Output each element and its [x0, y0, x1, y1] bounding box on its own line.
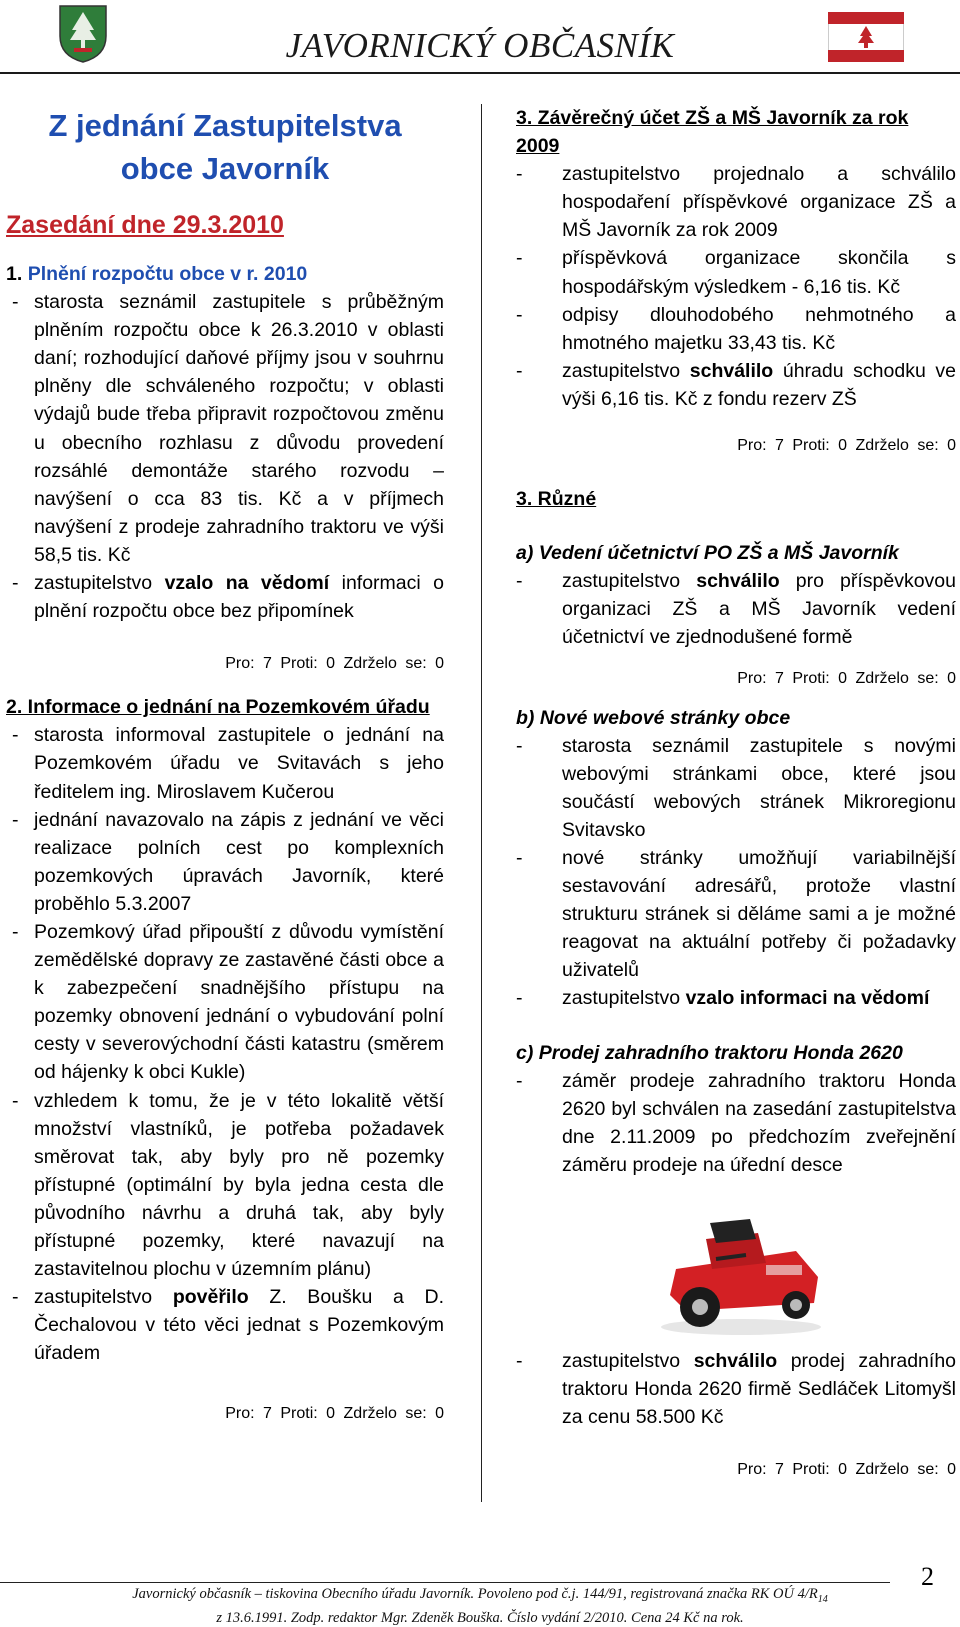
footer-line-2: z 13.6.1991. Zodp. redaktor Mgr. Zdeněk Bouška. Číslo vydání 2/2010. Cena 24 Kč na rok. — [216, 1609, 744, 1626]
meeting-date: Zasedání dne 29.3.2010 — [6, 211, 284, 239]
subsection-c-text-2b: schválilo — [693, 1350, 778, 1372]
subsection-b-text-1: starosta seznámil zastupitele s novými webovými stránkami obce, které jsou součástí webových stránek Mikroregionu Svitavsko — [562, 734, 956, 841]
footer-line-1 — [0, 1585, 960, 1609]
list-item: - starosta informoval zastupitele o jednání na Pozemkovém úřadu ve Svitavách s jeho ředitelem ing. Miroslavem Kučerou — [12, 724, 444, 803]
section-2-text-4: vzhledem k tomu, že je v této lokalitě větší množství vlastníků, je potřeba požadavek směrovat tak, aby byly pro ně pozemky přístupné (optimální by byla jedna cesta dle původního návrhu a druhá tak, aby byly přístupné pozemky, které navazují na zastavitelnou plochu v územním plánu) — [34, 1089, 444, 1281]
section-2-heading: 2. Informace o jednání na Pozemkovém úřadu — [6, 696, 430, 719]
list-item: - zastupitelstvo projednalo a schválilo hospodaření příspěvkové organizace ZŠ a MŠ Javorník za rok 2009 — [516, 163, 956, 242]
column-divider — [481, 104, 482, 1502]
list-item: - zastupitelstvo vzalo informaci na vědomí — [516, 987, 930, 1010]
section-1-number: 1. — [6, 263, 28, 285]
subsection-a-text-1c: pro příspěvkovou organizaci ZŠ a MŠ Javorník vedení účetnictví ve zjednodušené formě — [562, 570, 956, 649]
page-header — [0, 0, 960, 74]
list-item: - příspěvková organizace skončila s hospodářským výsledkem - 6,16 tis. Kč — [516, 247, 956, 298]
subsection-c-vote: Pro: 7 Proti: 0 Zdrželo se: 0 — [737, 1461, 956, 1479]
section-2-text-5b: pověřilo — [172, 1286, 249, 1309]
section-1-vote: Pro: 7 Proti: 0 Zdrželo se: 0 — [225, 655, 444, 673]
footer-rule — [0, 1582, 890, 1583]
section-1-title: Plnění rozpočtu obce v r. 2010 — [27, 263, 308, 285]
section-2-text-3: Pozemkový úřad připouští z důvodu vymístění zemědělské dopravy ze zastavěné části obce a k zabezpečení snadnějšího přístupu na pozemky obnovení jednání o vybudování polní cesty v severovýchodní části katastru (směrem od hájenky k obci Kukle) — [34, 920, 444, 1084]
section-3-text-1: zastupitelstvo projednalo a schválilo hospodaření příspěvkové organizace ZŠ a MŠ Javorník za rok 2009 — [562, 163, 956, 242]
garden-tractor-photo — [646, 1199, 836, 1339]
subsection-c-heading: c) Prodej zahradního traktoru Honda 2620 — [516, 1041, 903, 1064]
header-rule — [0, 72, 960, 74]
javornik-flag-icon — [828, 12, 904, 62]
subsection-b-text-3b: vzalo informaci na vědomí — [685, 987, 930, 1010]
subsection-c-text-1: záměr prodeje zahradního traktoru Honda 2620 byl schválen na zasedání zastupitelstva dne 2.11.2009 po předchozím zveřejnění záměru prodeje na úřední desce — [562, 1069, 956, 1176]
list-item: - zastupitelstvo schválilo pro příspěvkovou organizaci ZŠ a MŠ Javorník vedení účetnictví ve zjednodušené formě — [516, 570, 956, 649]
list-item: - odpisy dlouhodobého nehmotného a hmotného majetku 33,43 tis. Kč — [516, 303, 956, 354]
list-item: - Pozemkový úřad připouští z důvodu vymístění zemědělské dopravy ze zastavěné části obce a k zabezpečení snadnějšího přístupu na pozemky obnovení jednání o vybudování polní cesty v severovýchodní části katastru (směrem od hájenky k obci Kukle) — [12, 920, 444, 1084]
footer-line-1-text: Javornický občasník – tiskovina Obecního úřadu Javorník. Povoleno pod č.j. 144/91, registrovaná značka RK OÚ 4/R — [132, 1586, 818, 1602]
article-title-line2: obce Javorník — [120, 151, 330, 186]
article-title — [6, 104, 444, 190]
section-1-text-2c: informaci o plnění rozpočtu obce bez připomínek — [34, 572, 444, 623]
list-item: - nové stránky umožňují variabilnější sestavování adresářů, protože vlastní strukturu stránek si děláme sami a je možné reagovat na aktuální potřeby či požadavky uživatelů — [516, 846, 956, 982]
section-3-text-2: příspěvková organizace skončila s hospodářským výsledkem - 6,16 tis. Kč — [562, 247, 956, 298]
section-3-text-3: odpisy dlouhodobého nehmotného a hmotného majetku 33,43 tis. Kč — [562, 303, 956, 354]
subsection-a-text-1b: schválilo — [696, 570, 780, 593]
subsection-a-heading: a) Vedení účetnictví PO ZŠ a MŠ Javorník — [516, 542, 899, 565]
section-4-heading: 3. Různé — [516, 488, 597, 511]
footer-line-1-sub: 14 — [817, 1593, 828, 1605]
list-item: - starosta seznámil zastupitele s novými webovými stránkami obce, které jsou součástí webových stránek Mikroregionu Svitavsko — [516, 734, 956, 841]
subsection-a-text-1a: zastupitelstvo — [562, 570, 697, 593]
right-column — [516, 104, 956, 1481]
section-1-heading — [6, 260, 444, 288]
subsection-b-text-2: nové stránky umožňují variabilnější sestavování adresářů, protože vlastní strukturu stránek si děláme sami a je možné reagovat na aktuální potřeby či požadavky uživatelů — [562, 846, 956, 982]
section-2-vote: Pro: 7 Proti: 0 Zdrželo se: 0 — [225, 1405, 444, 1423]
list-item: - starosta seznámil zastupitele s průběžným plněním rozpočtu obce k 26.3.2010 v oblasti daní; rozhodující daňové příjmy jsou v souhrnu plněny dle schváleného rozpočtu; v oblasti výdajů bude třeba připravit rozpočtovou změnu u obecního rozhlasu z důvodu provedení rozsáhlé demontáže starého rozvodu – navýšení o cca 83 tis. Kč a v příjmech navýšení z prodeje zahradního traktoru ve výši 58,5 tis. Kč — [12, 291, 444, 566]
list-item: - zastupitelstvo pověřilo Z. Boušku a D. Čechalovou v této věci jednat s Pozemkovým úřadem — [12, 1286, 445, 1365]
section-3-text-4c: úhradu schodku ve výši 6,16 tis. Kč z fondu rezerv ZŠ — [562, 359, 957, 410]
section-3-text-4a: zastupitelstvo — [562, 359, 690, 382]
section-1-text-1: starosta seznámil zastupitele s průběžným plněním rozpočtu obce k 26.3.2010 v oblasti daní; rozhodující daňové příjmy jsou v souhrnu plněny dle schváleného rozpočtu; v oblasti výdajů bude třeba připravit rozpočtovou změnu u obecního rozhlasu z důvodu provedení rozsáhlé demontáže starého rozvodu – navýšení o cca 83 tis. Kč a v příjmech navýšení z prodeje zahradního traktoru ve výši 58,5 tis. Kč — [34, 291, 444, 566]
section-1-text-2a: zastupitelstvo — [34, 572, 165, 595]
section-2-text-5a: zastupitelstvo — [34, 1286, 173, 1309]
list-item: - zastupitelstvo schválilo prodej zahradního traktoru Honda 2620 firmě Sedláček Litomyšl za cenu 58.500 Kč — [516, 1350, 957, 1429]
section-3-text-4b: schválilo — [689, 359, 774, 382]
list-item: - zastupitelstvo schválilo úhradu schodku ve výši 6,16 tis. Kč z fondu rezerv ZŠ — [516, 359, 957, 410]
list-item: - záměr prodeje zahradního traktoru Honda 2620 byl schválen na zasedání zastupitelstva dne 2.11.2009 po předchozím zveřejnění záměru prodeje na úřední desce — [516, 1069, 956, 1176]
subsection-b-heading: b) Nové webové stránky obce — [516, 706, 791, 729]
section-2-text-5c: Z. Boušku a D. Čechalovou v této věci jednat s Pozemkovým úřadem — [34, 1286, 445, 1365]
subsection-a-vote: Pro: 7 Proti: 0 Zdrželo se: 0 — [737, 669, 956, 687]
left-column — [6, 104, 444, 1425]
masthead-title: JAVORNICKÝ OBČASNÍK — [285, 26, 675, 65]
section-2-text-1: starosta informoval zastupitele o jednání na Pozemkovém úřadu ve Svitavách s jeho ředitelem ing. Miroslavem Kučerou — [34, 724, 444, 803]
article-title-line1: Z jednání Zastupitelstva — [48, 108, 402, 143]
section-1-text-2b: vzalo na vědomí — [164, 572, 330, 595]
subsection-c-text-2a: zastupitelstvo — [562, 1350, 694, 1372]
list-item: - zastupitelstvo vzalo na vědomí informaci o plnění rozpočtu obce bez připomínek — [12, 572, 444, 623]
subsection-b-text-3a: zastupitelstvo — [562, 987, 686, 1010]
section-3-heading: 3. Závěrečný účet ZŠ a MŠ Javorník za rok 2009 — [516, 107, 909, 158]
list-item: - vzhledem k tomu, že je v této lokalitě větší množství vlastníků, je potřeba požadavek směrovat tak, aby byly pro ně pozemky přístupné (optimální by byla jedna cesta dle původního návrhu a druhá tak, aby byly přístupné pozemky, které navazují na zastavitelnou plochu v územním plánu) — [12, 1089, 444, 1281]
list-item: - jednání navazovalo na zápis z jednání ve věci realizace polních cest po komplexních pozemkových úpravách Javorník, které proběhlo 5.3.2007 — [12, 808, 444, 915]
section-2-text-2: jednání navazovalo na zápis z jednání ve věci realizace polních cest po komplexních pozemkových úpravách Javorník, které proběhlo 5.3.2007 — [34, 808, 444, 915]
section-3-vote: Pro: 7 Proti: 0 Zdrželo se: 0 — [737, 437, 956, 455]
page-number: 2 — [921, 1562, 934, 1591]
subsection-c-text-2c: prodej zahradního traktoru Honda 2620 firmě Sedláček Litomyšl za cenu 58.500 Kč — [562, 1350, 957, 1429]
